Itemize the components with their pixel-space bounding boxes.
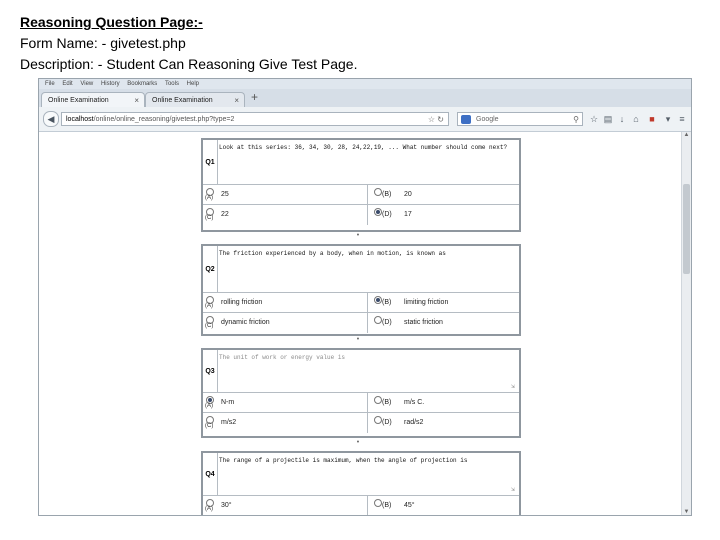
- radio-option-b[interactable]: [374, 396, 382, 404]
- option-text: 25: [221, 191, 229, 198]
- separator: •: [356, 439, 360, 446]
- option-label: (C): [205, 423, 214, 429]
- option-label: (A): [205, 403, 213, 409]
- radio-option-b[interactable]: [374, 296, 382, 304]
- form-name-caption: Form Name: - givetest.php: [20, 35, 186, 51]
- question-text: Look at this series: 36, 34, 30, 28, 24,22,19, ... What number should come next?: [219, 144, 508, 151]
- menu-view[interactable]: View: [80, 81, 94, 87]
- menu-bar: [39, 79, 691, 89]
- option-text: rad/s2: [404, 419, 424, 426]
- option-a[interactable]: [203, 185, 368, 205]
- search-icon[interactable]: ⚲: [573, 115, 579, 124]
- tab-online-examination-2[interactable]: [145, 92, 245, 107]
- menu-help[interactable]: Help: [186, 81, 199, 87]
- menu-file[interactable]: File: [45, 81, 55, 87]
- option-b[interactable]: [368, 293, 519, 313]
- option-text: N-m: [221, 399, 235, 406]
- option-d[interactable]: [368, 413, 519, 433]
- option-d[interactable]: [368, 205, 519, 225]
- option-label: (A): [205, 303, 213, 309]
- option-c[interactable]: [203, 313, 368, 333]
- question-block-q4: [201, 451, 521, 516]
- menu-history[interactable]: History: [100, 81, 120, 87]
- resize-handle-icon[interactable]: ⇲: [510, 487, 515, 493]
- question-number: Q4: [203, 453, 218, 495]
- option-label: (B): [382, 399, 392, 406]
- question-block-q2: [201, 244, 521, 336]
- question-text: The unit of work or energy value is: [219, 354, 346, 361]
- option-label: (B): [382, 191, 392, 198]
- option-text: 30°: [221, 502, 232, 509]
- option-label: (B): [382, 502, 392, 509]
- option-b[interactable]: [368, 393, 519, 413]
- addon-icon[interactable]: ■: [649, 114, 655, 124]
- new-tab-button[interactable]: +: [251, 90, 259, 104]
- resize-handle-icon[interactable]: ⇲: [510, 384, 515, 390]
- question-number: Q3: [203, 350, 218, 392]
- question-block-q3: [201, 348, 521, 438]
- scroll-down-icon[interactable]: ▼: [683, 509, 690, 515]
- radio-option-b[interactable]: [374, 499, 382, 507]
- option-d[interactable]: [368, 313, 519, 333]
- question-text: The range of a projectile is maximum, when the angle of projection is: [219, 457, 468, 464]
- google-icon: [461, 115, 471, 124]
- question-number: Q1: [203, 140, 218, 184]
- radio-option-d[interactable]: [374, 208, 382, 216]
- option-b[interactable]: [368, 185, 519, 205]
- option-label: (D): [382, 211, 392, 218]
- option-label: (A): [205, 506, 213, 512]
- option-a[interactable]: [203, 293, 368, 313]
- question-number: Q2: [203, 246, 218, 292]
- option-label: (B): [382, 299, 392, 306]
- tab-label: Online Examination: [48, 97, 109, 104]
- search-placeholder: Google: [476, 116, 499, 123]
- tab-online-examination-1[interactable]: [41, 92, 145, 107]
- option-label: (A): [205, 195, 213, 201]
- option-label: (C): [205, 323, 214, 329]
- question-block-q1: [201, 138, 521, 232]
- scroll-up-icon[interactable]: ▲: [683, 132, 690, 138]
- option-text: 17: [404, 211, 412, 218]
- url-path: /online/online_reasoning/givetest.php?type=2: [93, 116, 235, 123]
- tab-label: Online Examination: [152, 97, 213, 104]
- option-label: (D): [382, 319, 392, 326]
- option-text: 22: [221, 211, 229, 218]
- browser-window: [38, 78, 692, 516]
- option-text: m/s2: [221, 419, 237, 426]
- star-icon[interactable]: ☆: [589, 114, 599, 124]
- option-text: limiting friction: [404, 299, 449, 306]
- url-host: localhost: [66, 116, 94, 123]
- close-icon[interactable]: ×: [234, 96, 239, 105]
- bookmarks-icon[interactable]: ▤: [603, 114, 613, 124]
- option-c[interactable]: [203, 205, 368, 225]
- option-c[interactable]: [203, 413, 368, 433]
- scrollbar-thumb[interactable]: [683, 184, 690, 274]
- menu-edit[interactable]: Edit: [62, 81, 73, 87]
- url-bar[interactable]: [61, 112, 449, 126]
- option-b[interactable]: [368, 496, 519, 516]
- option-a[interactable]: [203, 496, 368, 516]
- option-label: (C): [205, 215, 214, 221]
- radio-option-b[interactable]: [374, 188, 382, 196]
- search-input[interactable]: [457, 112, 583, 126]
- separator: •: [356, 232, 360, 239]
- page-title: Reasoning Question Page:-: [20, 14, 203, 30]
- option-text: 20: [404, 191, 412, 198]
- option-label: (D): [382, 419, 392, 426]
- option-text: rolling friction: [221, 299, 263, 306]
- description-caption: Description: - Student Can Reasoning Give Test Page.: [20, 56, 358, 72]
- close-icon[interactable]: ×: [134, 96, 139, 105]
- home-icon[interactable]: ⌂: [633, 114, 639, 124]
- menu-bookmarks[interactable]: Bookmarks: [127, 81, 158, 87]
- option-text: 45°: [404, 502, 415, 509]
- menu-icon[interactable]: ≡: [679, 114, 685, 124]
- navigation-bar: [39, 107, 691, 132]
- radio-option-d[interactable]: [374, 416, 382, 424]
- reload-icon[interactable]: ☆ ↻: [427, 115, 444, 124]
- vertical-scrollbar[interactable]: [681, 132, 691, 515]
- question-text: The friction experienced by a body, when in motion, is known as: [219, 250, 446, 257]
- back-icon[interactable]: ◀: [43, 111, 59, 127]
- option-text: dynamic friction: [221, 319, 270, 326]
- radio-option-d[interactable]: [374, 316, 382, 324]
- separator: •: [356, 336, 360, 343]
- option-text: m/s C.: [404, 399, 425, 406]
- page-content: [39, 132, 682, 515]
- tab-bar: [39, 89, 691, 108]
- menu-tools[interactable]: Tools: [164, 81, 179, 87]
- option-a[interactable]: [203, 393, 368, 413]
- dropdown-icon[interactable]: ▾: [665, 114, 671, 124]
- download-icon[interactable]: ↓: [619, 114, 625, 124]
- option-text: static friction: [404, 319, 443, 326]
